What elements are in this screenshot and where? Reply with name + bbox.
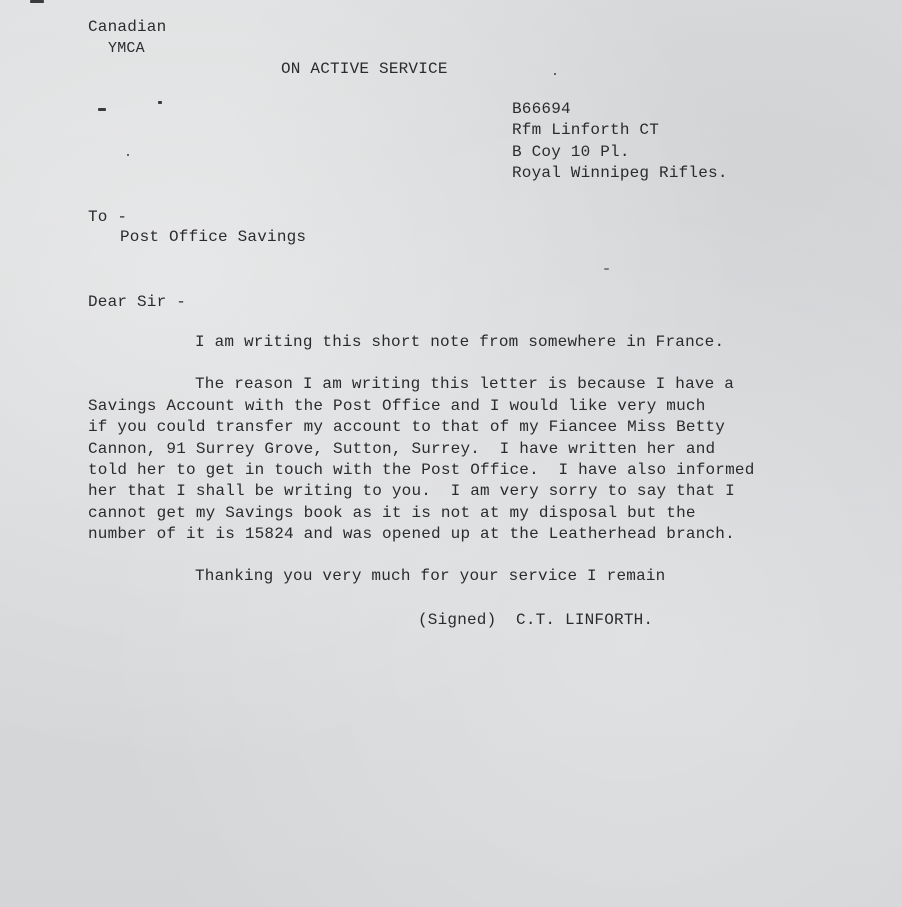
sender-number: B66694 [512,100,571,118]
letterhead-org-sub: YMCA [108,40,145,57]
paragraph-2-line: The reason I am writing this letter is because I have a [195,375,735,393]
sender-regiment: Royal Winnipeg Rifles. [512,164,728,182]
signature: (Signed) C.T. LINFORTH. [418,611,654,629]
paragraph-2-line: Savings Account with the Post Office and I would like very much [88,397,706,415]
salutation: Dear Sir - [88,293,187,311]
ink-mark [604,268,609,270]
recipient-label: To - [88,208,128,226]
ink-mark [554,73,556,75]
ink-mark [30,0,44,3]
paragraph-2-line: her that I shall be writing to you. I am very sorry to say that I [88,482,735,500]
sender-name: Rfm Linforth CT [512,121,660,139]
paragraph-2-line: cannot get my Savings book as it is not at my disposal but the [88,504,696,522]
paragraph-2-line: if you could transfer my account to that of my Fiancee Miss Betty [88,418,726,436]
service-marking: ON ACTIVE SERVICE [281,60,448,78]
ink-mark [158,101,162,104]
recipient-name: Post Office Savings [120,228,307,246]
paragraph-2-line: number of it is 15824 and was opened up at the Leatherhead branch. [88,525,735,543]
paragraph-2-line: told her to get in touch with the Post Office. I have also informed [88,461,755,479]
paragraph-1: I am writing this short note from somewhere in France. [195,333,725,351]
letterhead-org: Canadian [88,18,167,36]
closing-line: Thanking you very much for your service I remain [195,567,666,585]
paragraph-2-line: Cannon, 91 Surrey Grove, Sutton, Surrey. I have written her and [88,440,716,458]
ink-mark [127,154,129,156]
ink-mark [98,108,106,111]
sender-unit: B Coy 10 Pl. [512,143,630,161]
